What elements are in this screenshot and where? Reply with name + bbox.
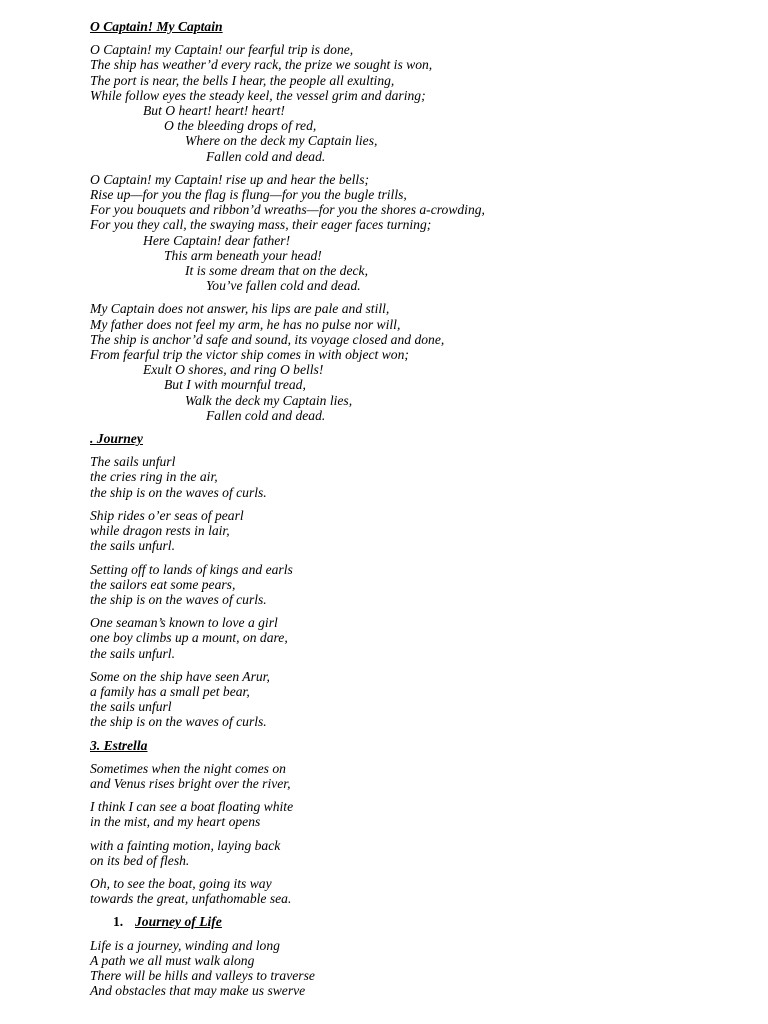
poem bbox=[90, 914, 730, 998]
poem-line: The port is near, the bells I hear, the people all exulting, bbox=[90, 72, 395, 88]
poem-line: the sails unfurl bbox=[90, 699, 172, 715]
poem-line: My father does not feel my arm, he has no pulse nor will, bbox=[90, 316, 401, 332]
poem-line: I think I can see a boat floating white bbox=[90, 799, 294, 815]
poem bbox=[90, 19, 730, 423]
poem-title-text: O Captain! My Captain bbox=[90, 19, 223, 34]
poem-line: For you bouquets and ribbon’d wreaths—for you the shores a-crowding, bbox=[90, 202, 485, 218]
poem-line: and Venus rises bright over the river, bbox=[90, 775, 291, 791]
poem-line: Some on the ship have seen Arur, bbox=[90, 668, 270, 684]
stanza bbox=[90, 799, 730, 829]
poem-line: One seaman’s known to love a girl bbox=[90, 615, 278, 631]
poem-line: one boy climbs up a mount, on dare, bbox=[90, 630, 288, 646]
poem-line: Setting off to lands of kings and earls bbox=[90, 561, 293, 577]
poem-title bbox=[90, 431, 730, 446]
poem-line: A path we all must walk along bbox=[90, 952, 255, 968]
poem-line: the sails unfurl. bbox=[90, 538, 175, 554]
poem-line: The ship has weather’d every rack, the prize we sought is won, bbox=[90, 57, 433, 73]
poem bbox=[90, 738, 730, 907]
poem-line: But O heart! heart! heart! bbox=[143, 103, 285, 119]
poem-line: It is some dream that on the deck, bbox=[185, 263, 368, 279]
poem-title-number: 1. bbox=[113, 914, 124, 930]
poem-line: Life is a journey, winding and long bbox=[90, 937, 280, 953]
poem-line: Exult O shores, and ring O bells! bbox=[143, 362, 324, 378]
poem-line: Fallen cold and dead. bbox=[206, 148, 326, 164]
poem-line: in the mist, and my heart opens bbox=[90, 814, 261, 830]
stanza bbox=[90, 42, 730, 164]
poem-line: O the bleeding drops of red, bbox=[164, 118, 317, 134]
poem-title bbox=[90, 738, 730, 753]
poem-line: And obstacles that may make us swerve bbox=[90, 983, 306, 999]
poem-line: From fearful trip the victor ship comes in with object won; bbox=[90, 347, 409, 363]
stanza bbox=[90, 938, 730, 999]
poem-line: Here Captain! dear father! bbox=[143, 232, 291, 248]
poem-line: You’ve fallen cold and dead. bbox=[206, 278, 361, 294]
stanza bbox=[90, 172, 730, 294]
poem-line: The sails unfurl bbox=[90, 454, 176, 470]
stanza bbox=[90, 508, 730, 554]
poem-line: Sometimes when the night comes on bbox=[90, 760, 286, 776]
document-page bbox=[90, 19, 730, 1006]
poem-title-text: Journey of Life bbox=[135, 914, 222, 930]
poem-line: the cries ring in the air, bbox=[90, 469, 218, 485]
poem-line: with a fainting motion, laying back bbox=[90, 837, 281, 853]
poem-line: the sailors eat some pears, bbox=[90, 576, 236, 592]
stanza bbox=[90, 562, 730, 608]
poem-line: Oh, to see the boat, going its way bbox=[90, 875, 272, 891]
poem-line: Walk the deck my Captain lies, bbox=[185, 392, 353, 408]
poem-line: O Captain! my Captain! our fearful trip is done, bbox=[90, 42, 354, 58]
poem-line: O Captain! my Captain! rise up and hear the bells; bbox=[90, 171, 370, 187]
poem-line: There will be hills and valleys to traverse bbox=[90, 967, 315, 983]
stanza bbox=[90, 301, 730, 423]
poem-title bbox=[90, 914, 730, 929]
poem bbox=[90, 431, 730, 729]
poem-line: the ship is on the waves of curls. bbox=[90, 591, 267, 607]
poem-line: While follow eyes the steady keel, the vessel grim and daring; bbox=[90, 87, 426, 103]
stanza bbox=[90, 876, 730, 906]
poem-line: The ship is anchor’d safe and sound, its voyage closed and done, bbox=[90, 331, 445, 347]
poem-line: This arm beneath your head! bbox=[164, 247, 322, 263]
stanza bbox=[90, 615, 730, 661]
poem-line: Fallen cold and dead. bbox=[206, 407, 326, 423]
poem-line: Rise up—for you the flag is flung—for you the bugle trills, bbox=[90, 187, 407, 203]
poem-title-text: 3. Estrella bbox=[90, 737, 148, 753]
poem-title-text: Journey bbox=[96, 431, 143, 447]
poem-line: towards the great, unfathomable sea. bbox=[90, 891, 292, 907]
poem-title bbox=[90, 19, 730, 34]
stanza bbox=[90, 669, 730, 730]
poem-line: while dragon rests in lair, bbox=[90, 523, 230, 539]
poem-line: Ship rides o’er seas of pearl bbox=[90, 507, 244, 523]
poem-line: a family has a small pet bear, bbox=[90, 683, 250, 699]
poem-line: the ship is on the waves of curls. bbox=[90, 714, 267, 730]
poem-line: on its bed of flesh. bbox=[90, 852, 190, 868]
poem-line: But I with mournful tread, bbox=[164, 377, 306, 393]
poem-line: the sails unfurl. bbox=[90, 645, 175, 661]
stanza bbox=[90, 761, 730, 791]
poem-line: For you they call, the swaying mass, their eager faces turning; bbox=[90, 217, 432, 233]
poem-line: My Captain does not answer, his lips are pale and still, bbox=[90, 301, 390, 317]
poem-title-prefix: . bbox=[90, 431, 97, 447]
poem-line: the ship is on the waves of curls. bbox=[90, 484, 267, 500]
stanza bbox=[90, 838, 730, 868]
stanza bbox=[90, 454, 730, 500]
poem-line: Where on the deck my Captain lies, bbox=[185, 133, 378, 149]
